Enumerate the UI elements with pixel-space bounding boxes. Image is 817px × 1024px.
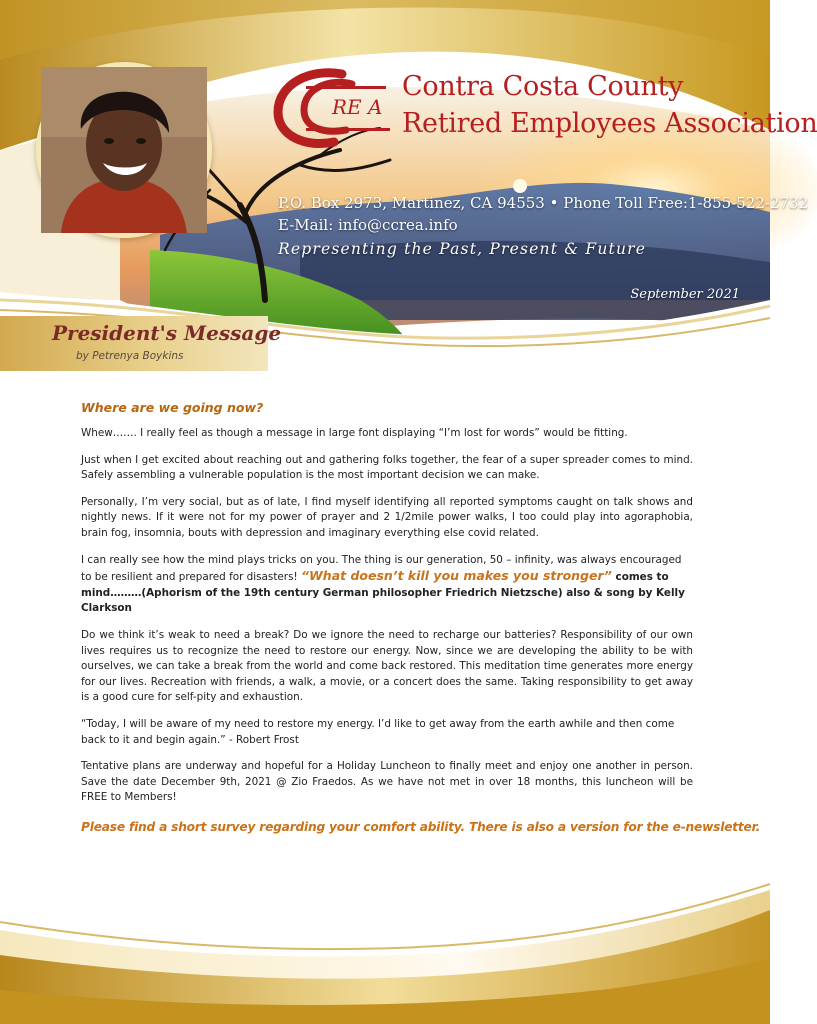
org-name-line2: Retired Employees Association [402,108,817,139]
contact-email[interactable]: E-Mail: info@ccrea.info [278,216,458,234]
section-title: President's Message [52,321,282,345]
org-name-line1: Contra Costa County [402,71,684,102]
section-byline: by Petrenya Boykins [76,350,184,362]
paragraph-4-end: comes to mind………(Aphorism of the 19th century German philosopher Friedrich Nietzsche) also & song by Kelly Clarkson [81,571,685,615]
paragraph-5: Do we think it’s weak to need a break? Do we ignore the need to recharge our batteries? Responsibility of our own lives requires us to recognize the need to restore our energy. Now, since we are developing the ability to be with ourselves, we can take a break from the world and come back restored. This meditation time generates more energy for our lives. Recreation with friends, a walk, a movie, or a concert does the same. Taking responsibility to get away is a good cure for self-pity and exhaustion. [81,628,693,704]
paragraph-2: Just when I get excited about reaching out and gathering folks together, the fear of a super spreader comes to mind. Safely assembling a vulnerable population is the most important decision we can make. [81,453,693,482]
president-portrait [36,62,212,238]
paragraph-4-start: I can really see how the mind plays tricks on you. The thing is our generation, 50 – infinity, was always encouraged to be resilient and prepared for disasters! [81,553,682,584]
paragraph-4 [81,553,693,617]
paragraph-7: Tentative plans are underway and hopeful for a Holiday Luncheon to finally meet and enjoy one another in person. Save the date December 9th, 2021 @ Zio Fraedos. As we have not met in over 18 months, this luncheon will be FREE to Members! [81,760,693,804]
nietzsche-quote: “What doesn’t kill you makes you stronger” [300,568,612,584]
paragraph-1: Whew……. I really feel as though a message in large font displaying “I’m lost for words” would be fitting. [81,427,628,439]
paragraph-6: “Today, I will be aware of my need to restore my energy. I’d like to get away from the earth awhile and then come back to it and begin again.” - Robert Frost [81,717,675,746]
logo-letters: RE A [332,95,383,119]
tagline: Representing the Past, Present & Future [278,240,647,258]
article-body [81,398,761,834]
paragraph-3: Personally, I’m very social, but as of late, I find myself identifying all reported symptoms caught on talk shows and nightly news. If it were not for my power of prayer and 2 1/2mile power walks, I too could play into agoraphobia, brain fog, insomnia, bouts with depression and imaginary everything else covid related. [81,495,693,539]
issue-date: September 2021 [630,287,740,302]
contact-address-phone: P.O. Box 2973, Martinez, CA 94553 • Phone Toll Free:1-855-522-2732 [278,194,809,212]
survey-note: Please find a short survey regarding your comfort ability. There is also a version for the e-newsletter. [81,819,761,834]
footer-gold-wave [0,860,770,1024]
ccrea-logo [270,62,390,150]
article-heading: Where are we going now? [81,400,264,415]
portrait-illustration [41,67,207,233]
